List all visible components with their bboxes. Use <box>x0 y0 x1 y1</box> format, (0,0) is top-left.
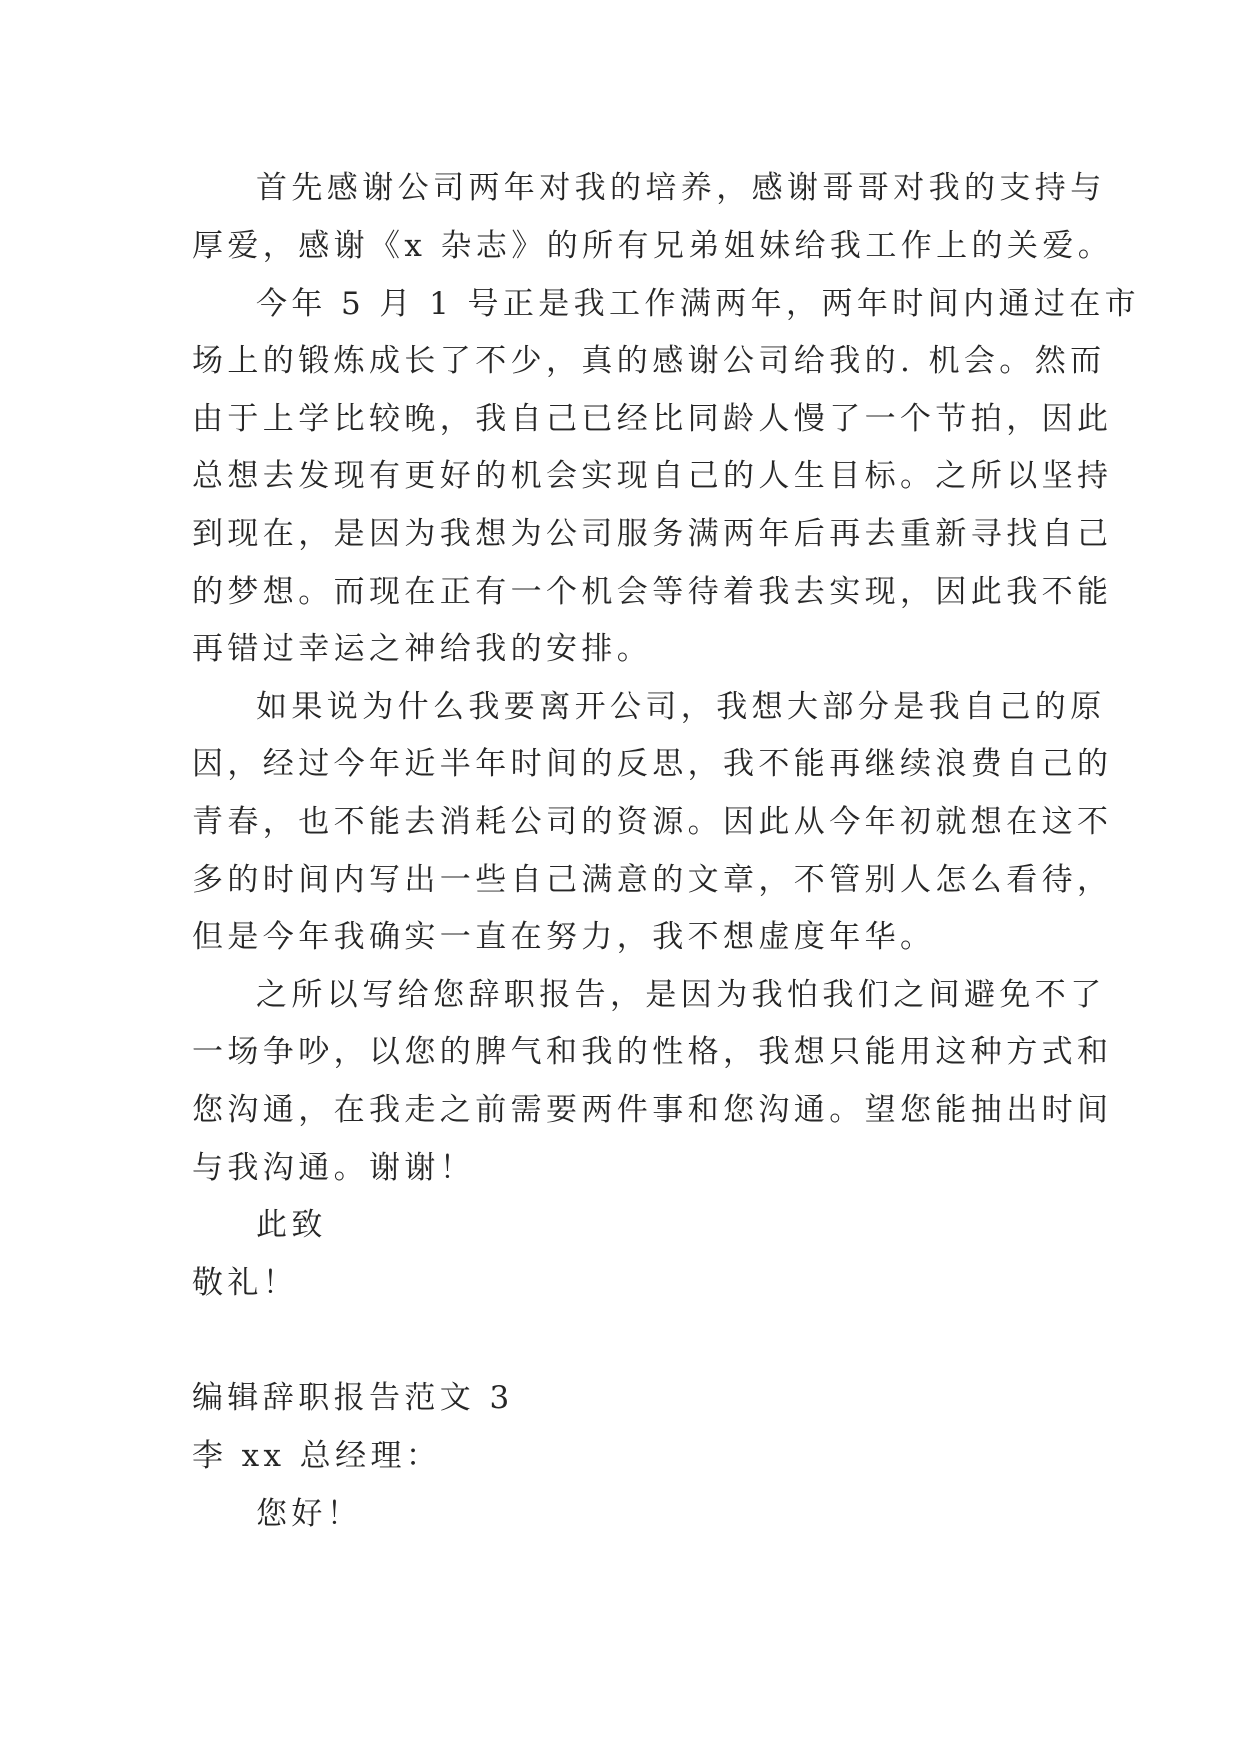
paragraph-3-line-4: 多的时间内写出一些自己满意的文章，不管别人怎么看待， <box>192 862 1113 898</box>
paragraph-3-line-1: 如果说为什么我要离开公司，我想大部分是我自己的原 <box>256 689 1106 725</box>
closing-jingli: 敬礼！ <box>192 1265 299 1301</box>
closing-cizhi: 此致 <box>256 1207 327 1243</box>
paragraph-2-line-7: 再错过幸运之神给我的安排。 <box>192 631 653 667</box>
paragraph-2-line-6: 的梦想。而现在正有一个机会等待着我去实现，因此我不能 <box>192 574 1113 610</box>
paragraph-1-line-2: 厚爱，感谢《x 杂志》的所有兄弟姐妹给我工作上的关爱。 <box>192 228 1114 264</box>
paragraph-2-line-4: 总想去发现有更好的机会实现自己的人生目标。之所以坚持 <box>192 458 1113 494</box>
section-heading: 编辑辞职报告范文 3 <box>192 1380 514 1416</box>
paragraph-2-line-2: 场上的锻炼成长了不少，真的感谢公司给我的. 机会。然而 <box>192 343 1106 379</box>
paragraph-4-line-1: 之所以写给您辞职报告，是因为我怕我们之间避免不了 <box>256 977 1106 1013</box>
paragraph-3-line-5: 但是今年我确实一直在努力，我不想虚度年华。 <box>192 919 936 955</box>
paragraph-2-line-3: 由于上学比较晚，我自己已经比同龄人慢了一个节拍，因此 <box>192 401 1113 437</box>
greeting: 您好！ <box>256 1496 363 1532</box>
paragraph-4-line-3: 您沟通，在我走之前需要两件事和您沟通。望您能抽出时间 <box>192 1092 1113 1128</box>
paragraph-2-line-5: 到现在，是因为我想为公司服务满两年后再去重新寻找自己 <box>192 516 1113 552</box>
paragraph-3-line-2: 因，经过今年近半年时间的反思，我不能再继续浪费自己的 <box>192 746 1113 782</box>
salutation: 李 xx 总经理： <box>192 1438 442 1474</box>
paragraph-1-line-1: 首先感谢公司两年对我的培养，感谢哥哥对我的支持与 <box>256 170 1106 206</box>
paragraph-2-line-1: 今年 5 月 1 号正是我工作满两年，两年时间内通过在市 <box>256 286 1141 322</box>
paragraph-4-line-2: 一场争吵，以您的脾气和我的性格，我想只能用这种方式和 <box>192 1034 1113 1070</box>
paragraph-3-line-3: 青春，也不能去消耗公司的资源。因此从今年初就想在这不 <box>192 804 1113 840</box>
paragraph-4-line-4: 与我沟通。谢谢！ <box>192 1150 476 1186</box>
